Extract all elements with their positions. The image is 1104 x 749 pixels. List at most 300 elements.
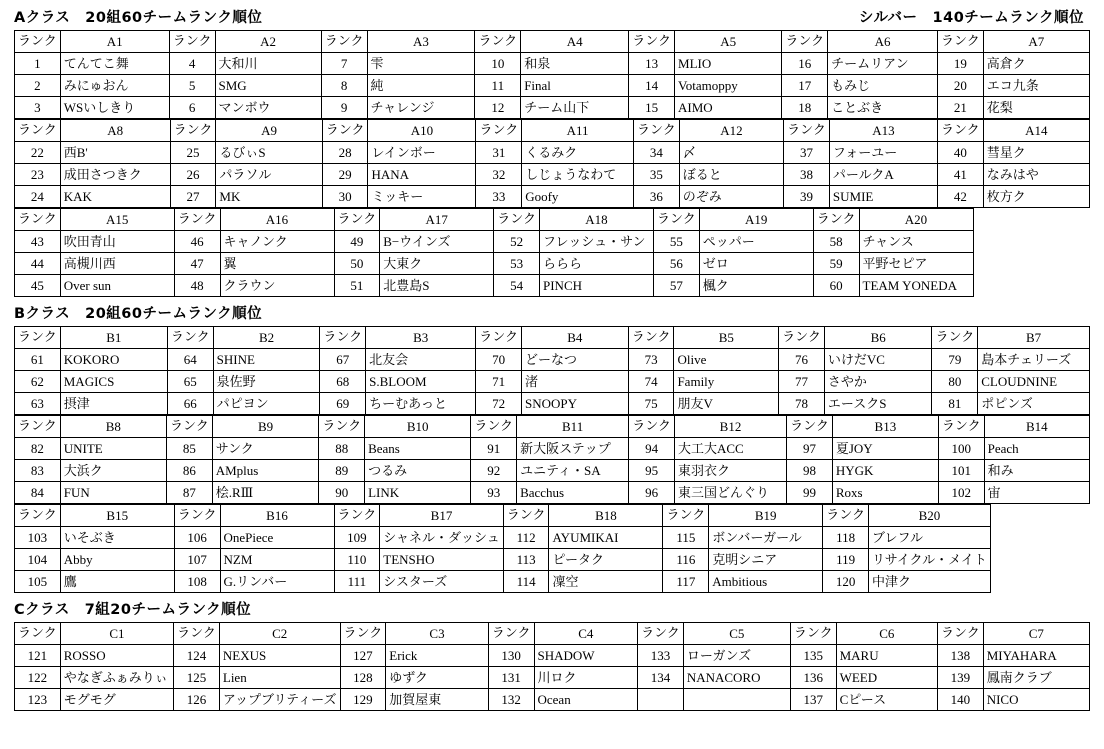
table-header-row — [15, 505, 991, 527]
rank-column-header: ランク — [340, 623, 386, 645]
rank-table — [14, 622, 1090, 711]
rank-number: 75 — [628, 393, 674, 415]
rank-number: 108 — [174, 571, 220, 593]
team-name: Roxs — [832, 482, 938, 504]
table-header-row — [15, 209, 974, 231]
rank-number: 135 — [790, 645, 836, 667]
team-name: Erick — [386, 645, 489, 667]
rank-number: 10 — [475, 53, 521, 75]
team-name: 雫 — [367, 53, 475, 75]
team-name: FUN — [60, 482, 166, 504]
rank-number: 70 — [476, 349, 522, 371]
team-name: Over sun — [60, 275, 174, 297]
rank-number: 57 — [654, 275, 700, 297]
team-name: 泉佐野 — [213, 371, 320, 393]
table-row — [15, 349, 1090, 371]
group-header: A16 — [220, 209, 334, 231]
rank-number: 44 — [15, 253, 61, 275]
table-row — [15, 231, 974, 253]
team-name: 成田さつきク — [60, 164, 170, 186]
rank-number: 17 — [782, 75, 828, 97]
team-name: Lien — [219, 667, 340, 689]
rank-column-header: ランク — [813, 209, 859, 231]
team-name: のぞみ — [679, 186, 783, 208]
table-row — [15, 549, 991, 571]
rank-number: 134 — [638, 667, 684, 689]
rank-column-header: ランク — [15, 505, 61, 527]
rank-column-header: ランク — [476, 327, 522, 349]
rank-column-header: ランク — [169, 31, 215, 53]
rank-number: 126 — [174, 689, 220, 711]
team-name: アップブリティーズ — [219, 689, 340, 711]
rank-number: 131 — [488, 667, 534, 689]
rank-column-header: ランク — [779, 327, 825, 349]
team-name: 鳳南クラブ — [983, 667, 1089, 689]
rank-number: 118 — [823, 527, 869, 549]
group-header: B13 — [832, 416, 938, 438]
rank-number: 56 — [654, 253, 700, 275]
team-name: MK — [216, 186, 322, 208]
group-header: C3 — [386, 623, 489, 645]
team-name: 枚方ク — [983, 186, 1089, 208]
team-name: 高槻川西 — [60, 253, 174, 275]
rank-number: 71 — [476, 371, 522, 393]
rank-column-header: ランク — [663, 505, 709, 527]
group-header: A17 — [380, 209, 494, 231]
team-name: HYGK — [832, 460, 938, 482]
rank-column-header: ランク — [322, 120, 368, 142]
table-header-row — [15, 623, 1090, 645]
rank-number: 46 — [174, 231, 220, 253]
team-name: Goofy — [522, 186, 634, 208]
table-row — [15, 164, 1090, 186]
group-header: C5 — [683, 623, 790, 645]
rank-number: 138 — [937, 645, 983, 667]
team-name: 中津ク — [868, 571, 990, 593]
class-a-title: Aクラス 20組60チームランク順位 — [14, 10, 263, 26]
team-name: 大工大ACC — [674, 438, 786, 460]
group-header: B20 — [868, 505, 990, 527]
group-header: B18 — [549, 505, 663, 527]
table-row — [15, 438, 1090, 460]
team-name: ゆずク — [386, 667, 489, 689]
rank-column-header: ランク — [628, 327, 674, 349]
group-header: C6 — [836, 623, 937, 645]
rank-number: 79 — [932, 349, 978, 371]
team-name: 島本チェリーズ — [978, 349, 1090, 371]
group-header: A13 — [829, 120, 937, 142]
team-name: ららら — [540, 253, 654, 275]
rank-column-header: ランク — [937, 120, 983, 142]
rank-column-header: ランク — [488, 623, 534, 645]
rank-column-header: ランク — [784, 120, 830, 142]
table-row — [15, 97, 1090, 119]
rank-number: 26 — [170, 164, 216, 186]
rank-number: 140 — [937, 689, 983, 711]
team-name: SHINE — [213, 349, 320, 371]
rank-number: 23 — [15, 164, 61, 186]
team-name: エースクS — [824, 393, 932, 415]
group-header: B1 — [60, 327, 167, 349]
rank-table — [14, 208, 974, 297]
rank-number: 22 — [15, 142, 61, 164]
team-name: AMplus — [212, 460, 319, 482]
rank-number: 30 — [322, 186, 368, 208]
rank-number: 92 — [471, 460, 517, 482]
table-row — [15, 645, 1090, 667]
empty-cell — [638, 689, 684, 711]
rank-number: 136 — [790, 667, 836, 689]
group-header: B2 — [213, 327, 320, 349]
team-name: 純 — [367, 75, 475, 97]
team-name: ユニティ・SA — [517, 460, 629, 482]
team-name: なみはや — [983, 164, 1089, 186]
rank-number: 105 — [15, 571, 61, 593]
rank-table — [14, 119, 1090, 208]
team-name: Ambitious — [709, 571, 823, 593]
rank-number: 123 — [15, 689, 61, 711]
rank-table — [14, 30, 1090, 119]
team-name: キャノンク — [220, 231, 334, 253]
table-row — [15, 460, 1090, 482]
rank-number: 98 — [787, 460, 833, 482]
group-header: B10 — [365, 416, 471, 438]
rank-number: 38 — [784, 164, 830, 186]
group-header: B19 — [709, 505, 823, 527]
team-name: ペッパー — [699, 231, 813, 253]
rank-number: 115 — [663, 527, 709, 549]
class-c-table-container — [14, 622, 1090, 711]
rank-number: 61 — [15, 349, 61, 371]
team-name: G.リンバー — [220, 571, 334, 593]
rank-number: 94 — [629, 438, 675, 460]
group-header: A7 — [983, 31, 1089, 53]
team-name: 凜空 — [549, 571, 663, 593]
team-name: 克明シニア — [709, 549, 823, 571]
rank-column-header: ランク — [633, 120, 679, 142]
team-name: 新大阪ステップ — [517, 438, 629, 460]
team-name: ROSSO — [60, 645, 173, 667]
team-name: チーム山下 — [521, 97, 629, 119]
team-name: MLIO — [675, 53, 782, 75]
rank-column-header: ランク — [503, 505, 549, 527]
group-header: A3 — [367, 31, 475, 53]
team-name: 平野セピア — [859, 253, 973, 275]
team-name: 加賀屋東 — [386, 689, 489, 711]
group-header: B17 — [380, 505, 503, 527]
rank-column-header: ランク — [15, 416, 61, 438]
rank-number: 3 — [15, 97, 61, 119]
team-name: 東三国どんぐり — [674, 482, 786, 504]
rank-column-header: ランク — [787, 416, 833, 438]
team-name: てんてこ舞 — [60, 53, 169, 75]
team-name: どーなつ — [522, 349, 629, 371]
rank-number: 112 — [503, 527, 549, 549]
team-name: 夏JOY — [832, 438, 938, 460]
rank-number: 95 — [629, 460, 675, 482]
table-header-row — [15, 31, 1090, 53]
rank-number: 87 — [166, 482, 212, 504]
rank-number: 117 — [663, 571, 709, 593]
table-row — [15, 571, 991, 593]
rank-number: 50 — [334, 253, 380, 275]
team-name: フレッシュ・サン — [540, 231, 654, 253]
rank-number: 11 — [475, 75, 521, 97]
team-name: しじょうなわて — [522, 164, 634, 186]
team-name: SHADOW — [534, 645, 638, 667]
team-name: くるみク — [522, 142, 634, 164]
rank-number: 29 — [322, 164, 368, 186]
group-header: B3 — [366, 327, 476, 349]
team-name: AIMO — [675, 97, 782, 119]
rank-column-header: ランク — [320, 327, 366, 349]
rank-number: 68 — [320, 371, 366, 393]
rank-number: 66 — [167, 393, 213, 415]
table-row — [15, 527, 991, 549]
rank-number: 58 — [813, 231, 859, 253]
team-name: パピヨン — [213, 393, 320, 415]
rank-number: 110 — [334, 549, 380, 571]
team-name: るびぃS — [216, 142, 322, 164]
rank-number: 113 — [503, 549, 549, 571]
class-b-block — [0, 302, 1104, 593]
rank-number: 15 — [629, 97, 675, 119]
rank-number: 106 — [174, 527, 220, 549]
rank-number: 39 — [784, 186, 830, 208]
group-header: A20 — [859, 209, 973, 231]
rank-column-header: ランク — [932, 327, 978, 349]
team-name: 楓ク — [699, 275, 813, 297]
rank-number: 36 — [633, 186, 679, 208]
rank-number: 45 — [15, 275, 61, 297]
rank-number: 88 — [319, 438, 365, 460]
team-name: Votamoppy — [675, 75, 782, 97]
team-name: CLOUDNINE — [978, 371, 1090, 393]
table-row — [15, 689, 1090, 711]
team-name: MIYAHARA — [983, 645, 1089, 667]
rank-number: 139 — [937, 667, 983, 689]
rank-number: 1 — [15, 53, 61, 75]
rank-number: 128 — [340, 667, 386, 689]
team-name: もみじ — [828, 75, 938, 97]
class-c-title: Cクラス 7組20チームランク順位 — [14, 602, 252, 618]
rank-number: 97 — [787, 438, 833, 460]
team-name: 高倉ク — [983, 53, 1089, 75]
group-header: B12 — [674, 416, 786, 438]
rank-column-header: ランク — [166, 416, 212, 438]
group-header: C1 — [60, 623, 173, 645]
document-header — [0, 0, 1104, 30]
team-name: OnePiece — [220, 527, 334, 549]
team-name: UNITE — [60, 438, 166, 460]
team-name: みにゅおん — [60, 75, 169, 97]
group-header: C4 — [534, 623, 638, 645]
rank-number: 90 — [319, 482, 365, 504]
rank-number: 8 — [321, 75, 367, 97]
rank-number: 28 — [322, 142, 368, 164]
table-row — [15, 482, 1090, 504]
rank-number: 20 — [937, 75, 983, 97]
table-row — [15, 371, 1090, 393]
rank-column-header: ランク — [471, 416, 517, 438]
team-name: モグモグ — [60, 689, 173, 711]
team-name: SMG — [215, 75, 321, 97]
group-header: C7 — [983, 623, 1089, 645]
group-header: A2 — [215, 31, 321, 53]
rank-column-header: ランク — [170, 120, 216, 142]
rank-number: 102 — [938, 482, 984, 504]
class-b-table-container — [14, 326, 1090, 593]
team-name: 彗星ク — [983, 142, 1089, 164]
team-name: Beans — [365, 438, 471, 460]
rank-number: 80 — [932, 371, 978, 393]
team-name: NEXUS — [219, 645, 340, 667]
team-name: パラソル — [216, 164, 322, 186]
table-row — [15, 393, 1090, 415]
rank-number: 85 — [166, 438, 212, 460]
rank-number: 31 — [476, 142, 522, 164]
rank-number: 78 — [779, 393, 825, 415]
rank-number: 116 — [663, 549, 709, 571]
team-name: フォーユー — [829, 142, 937, 164]
rank-number: 81 — [932, 393, 978, 415]
team-name: シスターズ — [380, 571, 503, 593]
rank-column-header: ランク — [167, 327, 213, 349]
table-row — [15, 275, 974, 297]
group-header: A5 — [675, 31, 782, 53]
empty-cell — [683, 689, 790, 711]
team-name: チャンス — [859, 231, 973, 253]
group-header: A6 — [828, 31, 938, 53]
table-header-row — [15, 327, 1090, 349]
group-header: B5 — [674, 327, 779, 349]
rank-number: 24 — [15, 186, 61, 208]
rank-number: 84 — [15, 482, 61, 504]
team-name: 朋友V — [674, 393, 779, 415]
group-header: A19 — [699, 209, 813, 231]
team-name: 翼 — [220, 253, 334, 275]
group-header: B14 — [984, 416, 1089, 438]
rank-column-header: ランク — [15, 327, 61, 349]
rank-number: 16 — [782, 53, 828, 75]
rank-number: 67 — [320, 349, 366, 371]
rank-number: 41 — [937, 164, 983, 186]
rank-number: 25 — [170, 142, 216, 164]
rank-number: 137 — [790, 689, 836, 711]
rank-column-header: ランク — [782, 31, 828, 53]
rank-column-header: ランク — [475, 31, 521, 53]
rank-number: 130 — [488, 645, 534, 667]
rank-column-header: ランク — [15, 623, 61, 645]
rank-number: 83 — [15, 460, 61, 482]
rank-number: 19 — [937, 53, 983, 75]
rank-number: 100 — [938, 438, 984, 460]
team-name: NICO — [983, 689, 1089, 711]
team-name: AYUMIKAI — [549, 527, 663, 549]
rank-number: 103 — [15, 527, 61, 549]
team-name: KAK — [60, 186, 170, 208]
team-name: HANA — [368, 164, 476, 186]
team-name: パールクA — [829, 164, 937, 186]
rank-number: 53 — [494, 253, 540, 275]
team-name: Final — [521, 75, 629, 97]
team-name: 北豊島S — [380, 275, 494, 297]
team-name: Olive — [674, 349, 779, 371]
team-name: 大東ク — [380, 253, 494, 275]
group-header: C2 — [219, 623, 340, 645]
table-row — [15, 53, 1090, 75]
rank-number: 37 — [784, 142, 830, 164]
rank-number: 120 — [823, 571, 869, 593]
rank-number: 49 — [334, 231, 380, 253]
rank-column-header: ランク — [321, 31, 367, 53]
team-name: Family — [674, 371, 779, 393]
team-name: NANACORO — [683, 667, 790, 689]
team-name: チャレンジ — [367, 97, 475, 119]
team-name: 大和川 — [215, 53, 321, 75]
class-b-title: Bクラス 20組60チームランク順位 — [14, 306, 263, 322]
team-name: マンボウ — [215, 97, 321, 119]
rank-column-header: ランク — [334, 505, 380, 527]
team-name: エコ九条 — [983, 75, 1089, 97]
rank-table — [14, 415, 1090, 504]
team-name: つるみ — [365, 460, 471, 482]
group-header: B7 — [978, 327, 1090, 349]
rank-number: 12 — [475, 97, 521, 119]
group-header: B15 — [60, 505, 174, 527]
group-header: A11 — [522, 120, 634, 142]
team-name: TEAM YONEDA — [859, 275, 973, 297]
team-name: いけだVC — [824, 349, 932, 371]
group-header: A12 — [679, 120, 783, 142]
rank-number: 35 — [633, 164, 679, 186]
rank-number: 133 — [638, 645, 684, 667]
rank-number: 109 — [334, 527, 380, 549]
team-name: B−ウインズ — [380, 231, 494, 253]
rank-number: 125 — [174, 667, 220, 689]
team-name: いそぶき — [60, 527, 174, 549]
rank-number: 93 — [471, 482, 517, 504]
rank-column-header: ランク — [654, 209, 700, 231]
group-header: B8 — [60, 416, 166, 438]
rank-number: 27 — [170, 186, 216, 208]
team-name: 鷹 — [60, 571, 174, 593]
rank-number: 52 — [494, 231, 540, 253]
class-a-block — [0, 30, 1104, 297]
group-header: A4 — [521, 31, 629, 53]
group-header: A18 — [540, 209, 654, 231]
table-row — [15, 667, 1090, 689]
rank-number: 124 — [174, 645, 220, 667]
rank-table — [14, 504, 991, 593]
rank-number: 51 — [334, 275, 380, 297]
table-row — [15, 186, 1090, 208]
rank-column-header: ランク — [174, 623, 220, 645]
rank-number: 2 — [15, 75, 61, 97]
group-header: A10 — [368, 120, 476, 142]
team-name: レインボー — [368, 142, 476, 164]
rank-column-header: ランク — [938, 416, 984, 438]
group-header: B11 — [517, 416, 629, 438]
rank-number: 119 — [823, 549, 869, 571]
rank-number: 107 — [174, 549, 220, 571]
rank-number: 21 — [937, 97, 983, 119]
rank-number: 40 — [937, 142, 983, 164]
rank-number: 122 — [15, 667, 61, 689]
silver-title: シルバー 140チームランク順位 — [858, 10, 1084, 26]
rank-column-header: ランク — [15, 209, 61, 231]
team-name: ちーむあっと — [366, 393, 476, 415]
